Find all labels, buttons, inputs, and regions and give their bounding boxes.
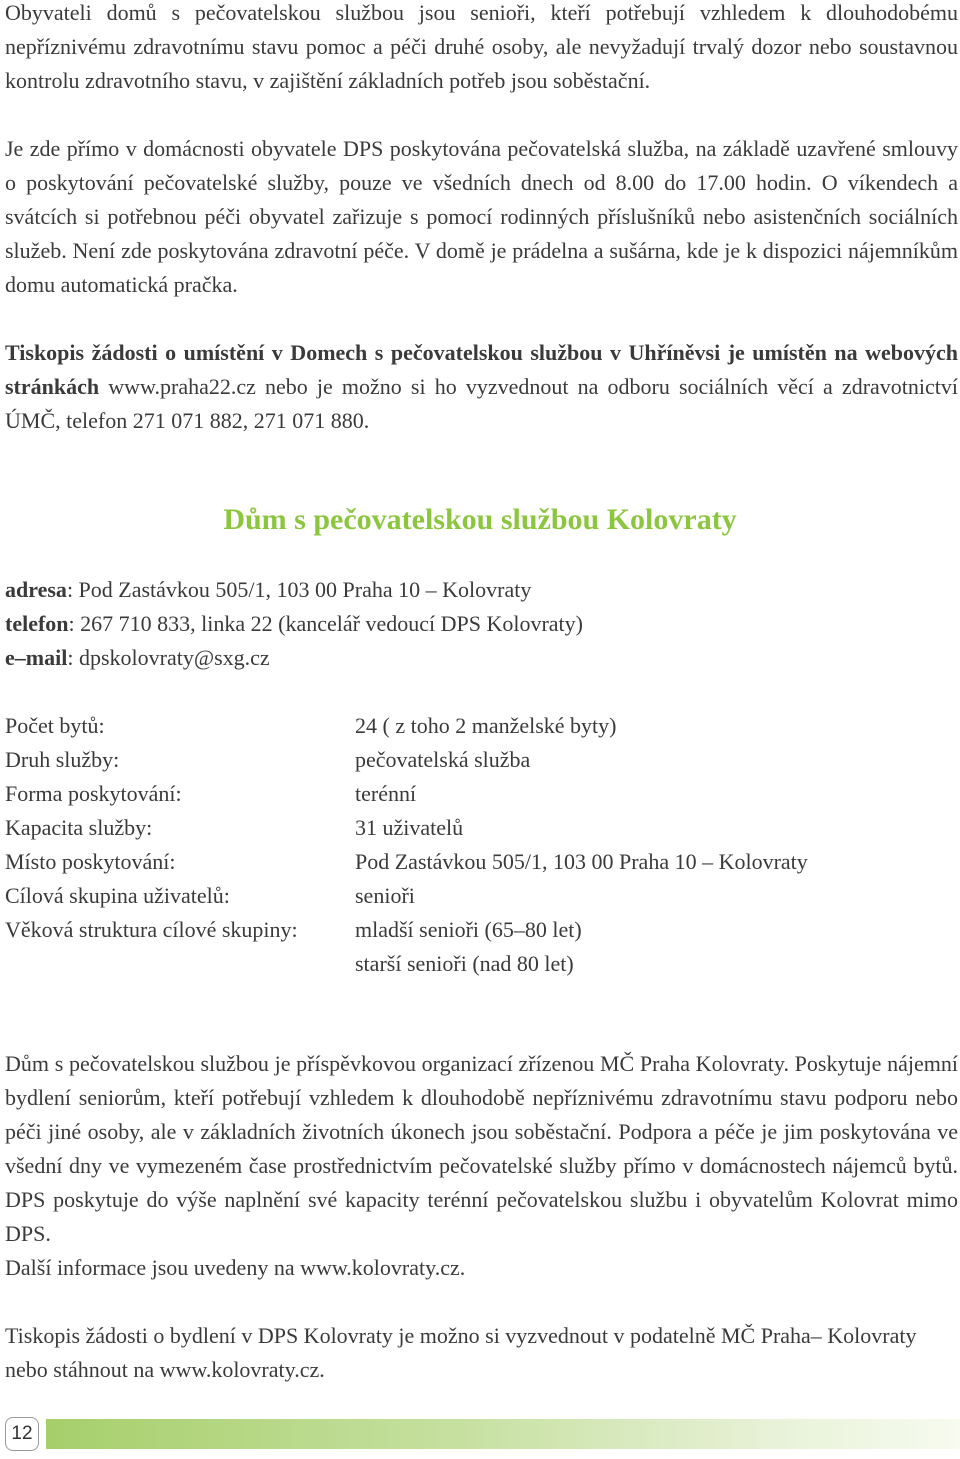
info-row [5,811,808,845]
application-form-note: Tiskopis žádosti o umístění v Domech s pečovatelskou službou v Uhříněvsi je umístěn na webových stránkách [5,340,958,399]
intro-paragraph-1: Obyvateli domů s pečovatelskou službou jsou senioři, kteří potřebují vzhledem k dlouhodobému nepříznivému zdravotnímu stavu pomoc a péči druhé osoby, ale nevyžadují trvalý dozor nebo soustavnou kontrolu zdravotního stavu, v zajištění základních potřeb jsou soběstační. [5,0,958,93]
info-label: Forma poskytování: [5,781,182,806]
info-value: Pod Zastávkou 505/1, 103 00 Praha 10 – Kolovraty [355,849,808,874]
info-value: 24 ( z toho 2 manželské byty) [355,713,617,738]
info-row [5,709,808,743]
phone-label: telefon [5,611,69,636]
info-label: Počet bytů: [5,713,105,738]
info-value: mladší senioři (65–80 let) [355,917,582,942]
service-info-table [5,709,808,981]
info-label: Věková struktura cílové skupiny: [5,917,298,942]
info-value: terénní [355,781,417,806]
description-paragraph-1 [5,1047,958,1285]
info-value: 31 uživatelů [355,815,464,840]
page-number: 12 [5,1417,39,1451]
description-paragraph-2: Tiskopis žádosti o bydlení v DPS Kolovraty je možno si vyzvednout v podatelně MČ Praha– Kolovraty nebo stáhnout na www.kolovraty.cz. [5,1323,917,1382]
email-line [5,641,958,675]
footer-bar [46,1419,960,1449]
section-title: Dům s pečovatelskou službou Kolovraty [223,503,737,536]
description-text: Dům s pečovatelskou službou je příspěvkovou organizací zřízenou MČ Praha Kolovraty. Poskytuje nájemní bydlení seniorům, kteří potřebují vzhledem k dlouhodobě nepříznivému zdravotnímu stavu podporu nebo péči jiné osoby, ale v základních životních úkonech jsou soběstační. Podpora a péče je jim poskytována ve všední dny ve vymezeném čase prostřednictvím pečovatelské služby přímo v domácnostech nájemců bytů. DPS poskytuje do výše naplnění své kapacity terénní pečovatelskou službu i obyvatelům Kolovrat mimo DPS. [5,1051,958,1246]
info-row [5,947,808,981]
info-row [5,743,808,777]
application-form-details: www.praha22.cz nebo je možno si ho vyzvednout na odboru sociálních věcí a zdravotnictví ÚMČ, telefon 271 071 882, 271 071 880. [5,374,958,433]
info-label: Druh služby: [5,747,120,772]
contact-block [5,573,958,675]
email-label: e–mail [5,645,68,670]
phone-value: : 267 710 833, linka 22 (kancelář vedoucí DPS Kolovraty) [68,611,583,636]
info-row [5,777,808,811]
address-value: : Pod Zastávkou 505/1, 103 00 Praha 10 – Kolovraty [66,577,532,602]
intro-paragraph-2: Je zde přímo v domácnosti obyvatele DPS poskytována pečovatelská služba, na základě uzavřené smlouvy o poskytování pečovatelské služby, pouze ve všedních dnech od 8.00 do 17.00 hodin. O víkendech a svátcích si potřebnou péči obyvatel zařizuje s pomocí rodinných příslušníků nebo asistenčních sociálních služeb. Není zde poskytována zdravotní péče. V domě je prádelna a sušárna, kde je k dispozici nájemníkům domu automatická pračka. [5,136,958,297]
more-info-text: Další informace jsou uvedeny na www.kolovraty.cz. [5,1255,466,1280]
info-value: starší senioři (nad 80 let) [355,951,574,976]
info-row [5,879,808,913]
phone-line [5,607,958,641]
email-value: : dpskolovraty@sxg.cz [67,645,270,670]
info-value: pečovatelská služba [355,747,531,772]
info-value: senioři [355,883,415,908]
info-row [5,845,808,879]
info-row [5,913,808,947]
address-line [5,573,958,607]
info-label: Místo poskytování: [5,849,176,874]
info-label: Cílová skupina uživatelů: [5,883,230,908]
info-label [5,947,355,981]
intro-paragraph-3 [5,336,958,438]
info-label: Kapacita služby: [5,815,153,840]
address-label: adresa [5,577,67,602]
